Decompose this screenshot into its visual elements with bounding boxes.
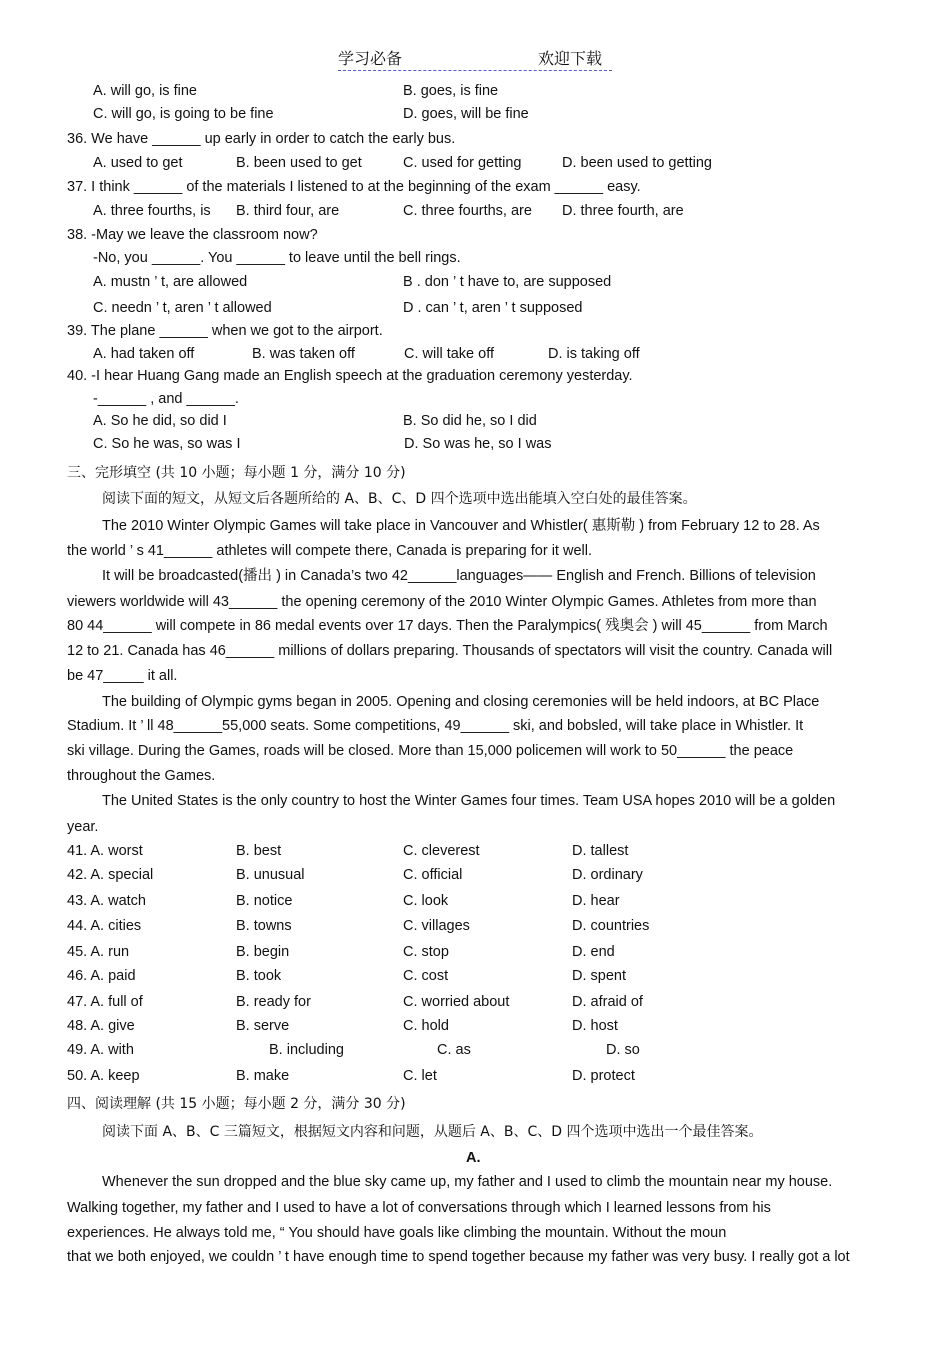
header-divider [338,70,612,71]
section3-instruction: 阅读下面的短文，从短文后各题所给的 A、B、C、D 四个选项中选出能填入空白处的最佳答案。 [102,491,697,507]
cloze-44-a: 44. A. cities [67,918,142,934]
q38-option-c: C. needn ’ t, aren ’ t allowed [93,300,272,316]
cloze-48-b: B. serve [236,1018,290,1034]
cloze-43-d: D. hear [572,893,620,909]
cloze-42-a: 42. A. special [67,867,154,883]
cloze-46-c: C. cost [403,968,449,984]
q40-option-b: B. So did he, so I did [403,413,537,429]
q39-option-c: C. will take off [404,346,494,362]
cloze-49-a: 49. A. with [67,1042,134,1058]
q37-option-b: B. third four, are [236,203,340,219]
q40-option-c: C. So he was, so was I [93,436,241,452]
passage-line: 12 to 21. Canada has 46______ millions of dollars preparing. Thousands of spectators will visit the country. Canada will [67,643,833,659]
q39-option-b: B. was taken off [252,346,355,362]
q40-option-a: A. So he did, so did I [93,413,227,429]
reading-part-label: A. [466,1150,481,1166]
q36-option-c: C. used for getting [403,155,522,171]
section4-title: 四、阅读理解 (共 15 小题；每小题 2 分，满分 30 分) [67,1096,406,1112]
cloze-42-b: B. unusual [236,867,305,883]
q36-option-b: B. been used to get [236,155,362,171]
cloze-50-a: 50. A. keep [67,1068,140,1084]
cloze-50-b: B. make [236,1068,290,1084]
cloze-47-d: D. afraid of [572,994,643,1010]
cloze-41-d: D. tallest [572,843,629,859]
passage-line: throughout the Games. [67,768,216,784]
q38-option-b: B . don ’ t have to, are supposed [403,274,612,290]
q38-stem: 38. -May we leave the classroom now? [67,227,318,243]
cloze-47-a: 47. A. full of [67,994,143,1010]
cloze-46-b: B. took [236,968,282,984]
passage-line: Stadium. It ’ ll 48______55,000 seats. Some competitions, 49______ ski, and bobsled, will take place in Whistler. It [67,718,804,734]
q40-stem-reply: -______ , and ______. [93,391,239,407]
q39-stem: 39. The plane ______ when we got to the airport. [67,323,383,339]
cloze-43-a: 43. A. watch [67,893,146,909]
q39-option-a: A. had taken off [93,346,195,362]
cloze-45-b: B. begin [236,944,290,960]
q38-option-a: A. mustn ’ t, are allowed [93,274,248,290]
cloze-41-a: 41. A. worst [67,843,143,859]
cloze-50-c: C. let [403,1068,437,1084]
section4-instruction: 阅读下面 A、B、C 三篇短文，根据短文内容和问题，从题后 A、B、C、D 四个选项中选出一个最佳答案。 [102,1124,763,1140]
q37-stem: 37. I think ______ of the materials I listened to at the beginning of the exam ______ easy. [67,179,641,195]
cloze-42-d: D. ordinary [572,867,643,883]
q36-option-d: D. been used to getting [562,155,712,171]
cloze-45-d: D. end [572,944,615,960]
cloze-48-c: C. hold [403,1018,449,1034]
passage-line: the world ’ s 41______ athletes will compete there, Canada is preparing for it well. [67,543,592,559]
header-right: 欢迎下载 [538,49,603,68]
cloze-41-b: B. best [236,843,282,859]
reading-line: experiences. He always told me, “ You should have goals like climbing the mountain. Without the moun [67,1225,727,1241]
q38-stem-reply: -No, you ______. You ______ to leave until the bell rings. [93,250,461,266]
header-left: 学习必备 [338,49,403,68]
q37-option-d: D. three fourth, are [562,203,684,219]
passage-line: The 2010 Winter Olympic Games will take place in Vancouver and Whistler( 惠斯勒 ) from February 12 to 28. As [102,518,820,534]
cloze-42-c: C. official [403,867,463,883]
cloze-41-c: C. cleverest [403,843,480,859]
passage-line: viewers worldwide will 43______ the opening ceremony of the 2010 Winter Olympic Games. Athletes from more than [67,594,817,610]
q35-option-d: D. goes, will be fine [403,106,529,122]
passage-line: It will be broadcasted(播出 ) in Canada’s two 42______languages—— English and French. Billions of television [102,568,816,584]
cloze-46-a: 46. A. paid [67,968,136,984]
cloze-44-c: C. villages [403,918,470,934]
cloze-44-d: D. countries [572,918,650,934]
reading-line: Whenever the sun dropped and the blue sky came up, my father and I used to climb the mountain near my house. [102,1174,833,1190]
q36-option-a: A. used to get [93,155,183,171]
passage-line: be 47_____ it all. [67,668,178,684]
cloze-48-a: 48. A. give [67,1018,135,1034]
cloze-45-c: C. stop [403,944,449,960]
q40-option-d: D. So was he, so I was [404,436,552,452]
reading-line: Walking together, my father and I used to have a lot of conversations through which I learned lessons from his [67,1200,771,1216]
passage-line: The United States is the only country to host the Winter Games four times. Team USA hopes 2010 will be a golden [102,793,836,809]
reading-line: that we both enjoyed, we couldn ’ t have enough time to spend together because my father was very busy. I really got a lot [67,1249,850,1265]
cloze-49-b: B. including [269,1042,344,1058]
cloze-47-c: C. worried about [403,994,510,1010]
q38-option-d: D . can ’ t, aren ’ t supposed [403,300,583,316]
q37-option-c: C. three fourths, are [403,203,532,219]
cloze-43-b: B. notice [236,893,293,909]
passage-line: The building of Olympic gyms began in 2005. Opening and closing ceremonies will be held indoors, at BC Place [102,694,820,710]
q35-option-a: A. will go, is fine [93,83,197,99]
cloze-45-a: 45. A. run [67,944,130,960]
section3-title: 三、完形填空 (共 10 小题；每小题 1 分，满分 10 分) [67,465,406,481]
cloze-44-b: B. towns [236,918,292,934]
cloze-47-b: B. ready for [236,994,311,1010]
cloze-49-c: C. as [437,1042,471,1058]
q37-option-a: A. three fourths, is [93,203,211,219]
q35-option-b: B. goes, is fine [403,83,499,99]
cloze-46-d: D. spent [572,968,626,984]
q39-option-d: D. is taking off [548,346,640,362]
q35-option-c: C. will go, is going to be fine [93,106,274,122]
passage-line: 80 44______ will compete in 86 medal events over 17 days. Then the Paralympics( 残奥会 ) will 45______ from March [67,618,828,634]
cloze-43-c: C. look [403,893,449,909]
cloze-49-d: D. so [606,1042,640,1058]
q36-stem: 36. We have ______ up early in order to catch the early bus. [67,131,456,147]
cloze-48-d: D. host [572,1018,618,1034]
cloze-50-d: D. protect [572,1068,635,1084]
q40-stem: 40. -I hear Huang Gang made an English speech at the graduation ceremony yesterday. [67,368,633,384]
passage-line: ski village. During the Games, roads will be closed. More than 15,000 policemen will work to 50______ the peace [67,743,794,759]
passage-line: year. [67,819,99,835]
